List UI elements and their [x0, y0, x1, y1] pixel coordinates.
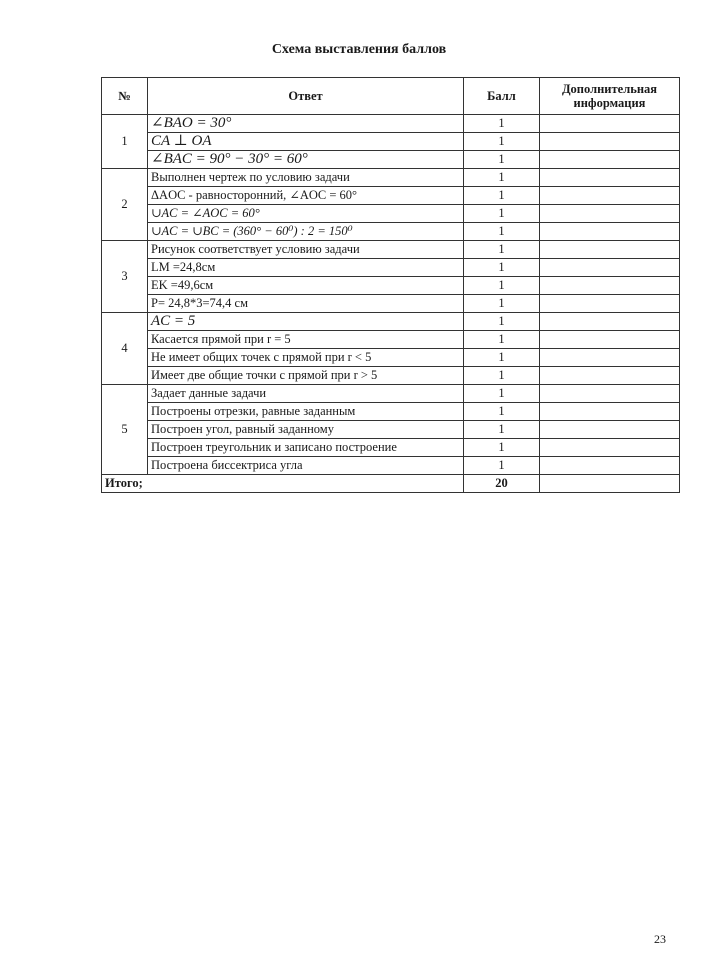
info-cell [540, 475, 680, 493]
score-cell: 1 [464, 295, 540, 313]
table-row [102, 205, 680, 223]
table-row [102, 223, 680, 241]
answer-cell: Построены отрезки, равные заданным [148, 403, 464, 421]
answer-cell: CA ⊥ OA [148, 133, 464, 151]
table-row [102, 151, 680, 169]
table-row [102, 295, 680, 313]
score-cell: 1 [464, 421, 540, 439]
score-cell: 1 [464, 331, 540, 349]
answer-cell: Задает данные задачи [148, 385, 464, 403]
table-row [102, 331, 680, 349]
table-row [102, 241, 680, 259]
answer-cell: Построена биссектриса угла [148, 457, 464, 475]
info-cell [540, 439, 680, 457]
answer-cell: Построен угол, равный заданному [148, 421, 464, 439]
answer-cell: EK =49,6см [148, 277, 464, 295]
info-cell [540, 133, 680, 151]
score-cell: 1 [464, 223, 540, 241]
score-cell: 1 [464, 169, 540, 187]
table-row [102, 277, 680, 295]
table-row [102, 115, 680, 133]
table-row [102, 385, 680, 403]
answer-cell: ∪AC = ∠AOC = 60° [148, 205, 464, 223]
total-row [102, 475, 680, 493]
page-title: Схема выставления баллов [271, 42, 447, 57]
score-cell: 1 [464, 187, 540, 205]
info-cell [540, 187, 680, 205]
table-header-row [102, 78, 680, 115]
score-cell: 1 [464, 205, 540, 223]
header-info: Дополнительная информация [540, 78, 680, 115]
score-cell: 1 [464, 115, 540, 133]
answer-cell: Выполнен чертеж по условию задачи [148, 169, 464, 187]
info-cell [540, 115, 680, 133]
answer-cell: LM =24,8см [148, 259, 464, 277]
score-cell: 1 [464, 367, 540, 385]
header-answer: Ответ [148, 78, 464, 115]
answer-cell: AC = 5 [148, 313, 464, 331]
answer-cell: ΔAOC - равносторонний, ∠AOC = 60° [148, 187, 464, 205]
answer-cell: Рисунок соответствует условию задачи [148, 241, 464, 259]
score-cell: 1 [464, 313, 540, 331]
answer-cell: Имеет две общие точки с прямой при r > 5 [148, 367, 464, 385]
score-cell: 1 [464, 457, 540, 475]
score-cell: 1 [464, 439, 540, 457]
header-score: Балл [464, 78, 540, 115]
info-cell [540, 421, 680, 439]
score-cell: 1 [464, 277, 540, 295]
answer-cell: ∠BAO = 30° [148, 115, 464, 133]
page-number: 23 [654, 932, 666, 946]
info-cell [540, 349, 680, 367]
table-row [102, 259, 680, 277]
score-cell: 1 [464, 133, 540, 151]
info-cell [540, 223, 680, 241]
info-cell [540, 367, 680, 385]
table-row [102, 349, 680, 367]
scoring-table [101, 77, 680, 493]
score-cell: 1 [464, 151, 540, 169]
info-cell [540, 241, 680, 259]
table-row [102, 367, 680, 385]
score-cell: 1 [464, 385, 540, 403]
info-cell [540, 385, 680, 403]
info-cell [540, 403, 680, 421]
answer-cell: Построен треугольник и записано построение [148, 439, 464, 457]
table-row [102, 403, 680, 421]
task-number: 5 [102, 385, 148, 475]
score-cell: 1 [464, 241, 540, 259]
info-cell [540, 151, 680, 169]
table-row [102, 439, 680, 457]
answer-cell: Не имеет общих точек с прямой при r < 5 [148, 349, 464, 367]
answer-cell: Касается прямой при r = 5 [148, 331, 464, 349]
info-cell [540, 277, 680, 295]
info-cell [540, 313, 680, 331]
answer-cell: ∠BAC = 90° − 30° = 60° [148, 151, 464, 169]
total-label: Итого; [102, 475, 464, 493]
task-number: 3 [102, 241, 148, 313]
table-row [102, 457, 680, 475]
answer-cell: ∪AC = ∪BC = (360° − 60⁰) : 2 = 150⁰ [148, 223, 464, 241]
table-row [102, 187, 680, 205]
score-cell: 1 [464, 259, 540, 277]
score-cell: 1 [464, 403, 540, 421]
answer-cell: P= 24,8*3=74,4 см [148, 295, 464, 313]
table-row [102, 133, 680, 151]
info-cell [540, 205, 680, 223]
task-number: 1 [102, 115, 148, 169]
info-cell [540, 295, 680, 313]
score-cell: 1 [464, 349, 540, 367]
task-number: 2 [102, 169, 148, 241]
table-row [102, 169, 680, 187]
info-cell [540, 259, 680, 277]
table-row [102, 313, 680, 331]
table-row [102, 421, 680, 439]
info-cell [540, 457, 680, 475]
info-cell [540, 169, 680, 187]
header-num: № [102, 78, 148, 115]
total-score: 20 [464, 475, 540, 493]
info-cell [540, 331, 680, 349]
task-number: 4 [102, 313, 148, 385]
